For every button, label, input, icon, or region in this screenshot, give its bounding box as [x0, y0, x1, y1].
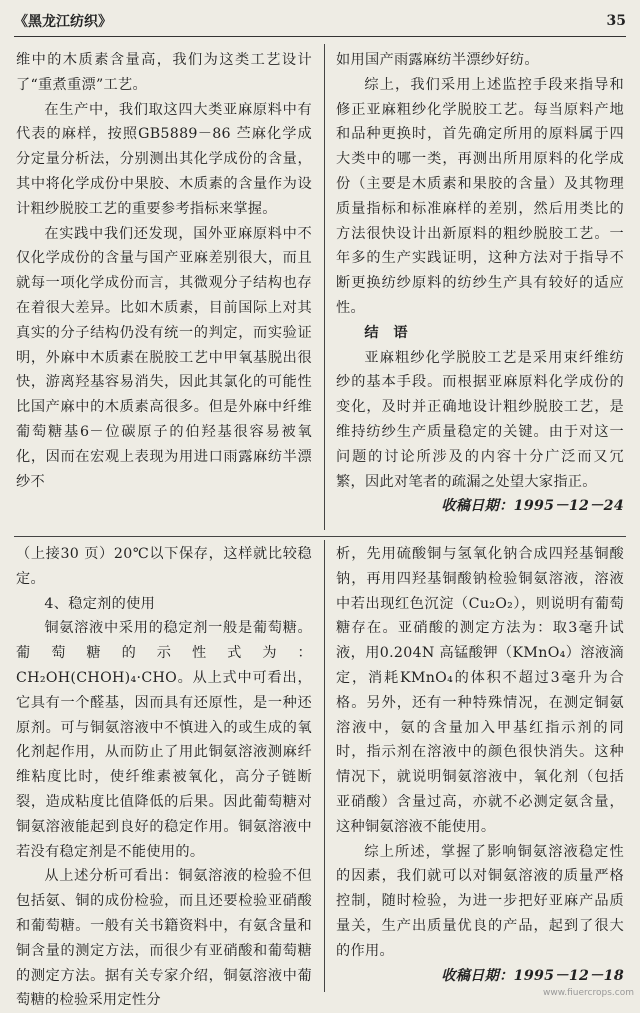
- paragraph: 综上所述，掌握了影响铜氨溶液稳定性的因素，我们就可以对铜氨溶液的质量严格控制，随时检验，为进一步把好亚麻产品质量关，生产出质量优良的产品，起到了很大的作用。: [336, 843, 624, 959]
- bottom-right-column: [336, 542, 624, 988]
- column-divider: [324, 44, 325, 530]
- received-date: 收稿日期：1995－12－24: [441, 498, 624, 515]
- paragraph: 铜氨溶液中采用的稳定剂一般是葡萄糖。葡萄糖的示性式为：CH₂OH(CHOH)₄·CHO。从上式中可看出，它具有一个醛基，因而具有还原性，是一种还原剂。可与铜氨溶液中不慎进入的或生成的氧化剂起作用，从而防止了用此铜氨溶液测麻纤维粘度比时，使纤维素被氧化，高分子链断裂，造成粘度比值降低的后果。因此葡萄糖对铜氨溶液能起到良好的稳定作用。铜氨溶液中若没有稳定剂是不能使用的。: [16, 620, 312, 860]
- section-heading: 结 语: [364, 324, 408, 341]
- paragraph: 亚麻粗纱化学脱胶工艺是采用束纤维纺纱的基本手段。而根据亚麻原料化学成份的变化，及时并正确地设计粗纱脱胶工艺，是维持纺纱生产质量稳定的关键。由于对这一问题的讨论所涉及的内容十分广泛而又冗繁，因此对笔者的疏漏之处望大家指正。: [336, 349, 624, 490]
- subheading: 4、稳定剂的使用: [44, 595, 156, 612]
- journal-title: 《黑龙江纺织》: [14, 14, 112, 30]
- section-divider: [14, 536, 626, 537]
- bottom-left-column: [16, 542, 312, 1013]
- top-right-column: [336, 48, 624, 519]
- page-number: 35: [606, 13, 626, 29]
- received-date: 收稿日期：1995－12－18: [441, 967, 624, 984]
- paragraph: 如用国产雨露麻纺半漂纱好纺。: [336, 52, 539, 68]
- paragraph: 在生产中，我们取这四大类亚麻原料中有代表的麻样，按照GB5889－86 苎麻化学成分定量分析法，分别测出其化学成份的含量，其中将化学成份中果胶、木质素的含量作为设计粗纱脱胶工艺的重要参考指标来掌握。: [16, 101, 312, 217]
- watermark: www.fiuercrops.com: [543, 988, 634, 998]
- paragraph: 从上述分析可看出：铜氨溶液的检验不但包括氨、铜的成份检验，而且还要检验亚硝酸和葡萄糖。一般有关书籍资料中，有氨含量和铜含量的测定方法，而很少有亚硝酸和葡萄糖的测定方法。据有关专家介绍，铜氨溶液中葡萄糖的检验采用定性分: [16, 868, 312, 1009]
- column-divider: [324, 540, 325, 992]
- top-left-column: [16, 48, 312, 494]
- continuation-line: （上接30 页）20℃以下保存，这样就比较稳定。: [16, 546, 312, 587]
- paragraph: 综上，我们采用上述监控手段来指导和修正亚麻粗纱化学脱胶工艺。每当原料产地和品种更换时，首先确定所用的原料属于四大类中的哪一类，再测出所用原料的化学成份（主要是木质素和果胶的含量）及其物理质量指标和标准麻样的差别，然后用类比的方法很快设计出新原料的粗纱脱胶工艺。一年多的生产实践证明，这种方法对于指导不断更换纺纱原料的纺纱生产具有较好的适应性。: [336, 76, 624, 316]
- paragraph: 在实践中我们还发现，国外亚麻原料中不仅化学成份的含量与国产亚麻差别很大，而且就每一项化学成份而言，其微观分子结构也存在着很大差异。比如木质素，目前国际上对其真实的分子结构仍没有统一的判定，而实验证明，外麻中木质素在脱胶工艺中甲氧基脱出很快，游离羟基容易消失，因此其氯化的可能性比国产麻中的木质素高很多。但是外麻中纤维葡萄糖基6－位碳原子的伯羟基很容易被氧化，因而在宏观上表现为用进口雨露麻纺半漂纱不: [16, 225, 312, 490]
- paragraph: 析，先用硫酸铜与氢氧化钠合成四羟基铜酸钠，再用四羟基铜酸钠检验铜氨溶液，溶液中若出现红色沉淀（Cu₂O₂），则说明有葡萄糖存在。亚硝酸的测定方法为：取3毫升试液，用0.204N 高锰酸钾（KMnO₄）溶液滴定，消耗KMnO₄的体积不超过3毫升为合格。另外，还有一种特殊情况，在测定铜氨溶液中，氨的含量加入甲基红指示剂的同时，指示剂在溶液中的颜色很快消失。这种情况下，就说明铜氨溶液中，氧化剂（包括亚硝酸）含量过高，亦就不必测定氨含量，这种铜氨溶液不能使用。: [336, 546, 624, 835]
- page-header: [14, 6, 626, 37]
- paragraph: 维中的木质素含量高，我们为这类工艺设计了“重煮重漂”工艺。: [16, 52, 312, 93]
